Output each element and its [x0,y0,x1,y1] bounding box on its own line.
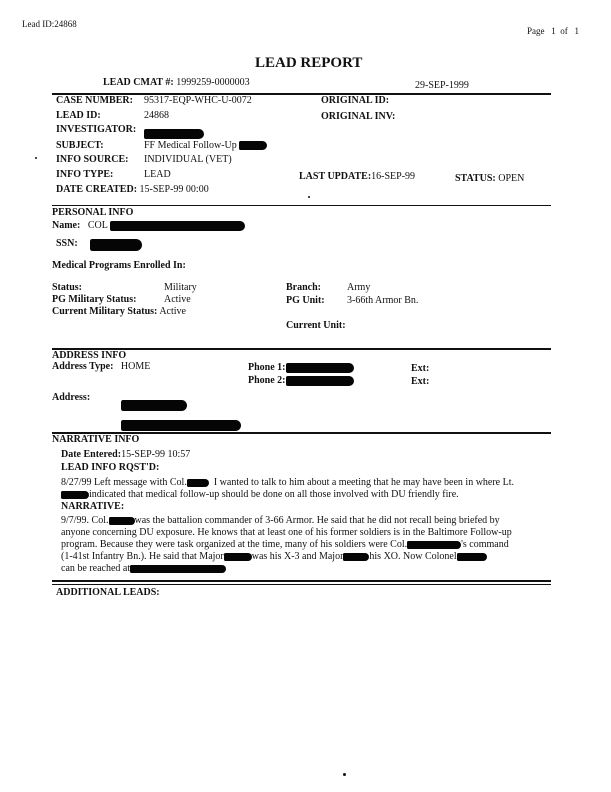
narrative-text-1b: was the battalion commander of 3-66 Armor. He said that he did not recall being briefed by [134,515,500,526]
current-military-status-label: Current Military Status: [52,306,158,317]
speck [308,196,310,198]
narrative-heading: NARRATIVE INFO [52,434,140,445]
page-title: LEAD REPORT [255,55,363,71]
last-update-value: 16-SEP-99 [371,171,416,182]
narrative-text-3a: program. Because they were task organized at the time, many of his soldiers were Col. [61,539,408,550]
phone1-redaction [286,363,354,373]
status-mil-value: Military [164,282,197,293]
address-type [52,361,150,372]
header-lead-id: Lead ID:24868 [22,19,77,29]
info-source-value: INDIVIDUAL (VET) [144,154,232,165]
redaction [130,565,226,573]
last-update-label: LAST UPDATE: [299,171,372,182]
subject-redaction [239,141,267,150]
current-military-status-value: Active [159,306,186,317]
narrative-label: NARRATIVE: [61,501,125,512]
lead-id-value: 24868 [144,110,169,121]
page-indicator [527,26,579,36]
address-redaction-1 [121,396,187,414]
page-of: of [560,26,568,36]
current-military-status [52,306,186,317]
branch-label: Branch: [286,282,321,293]
narrative-line-3 [61,539,509,552]
date-created-value: 15-SEP-99 00:00 [139,184,209,195]
redaction [61,491,89,499]
ssn-label: SSN: [56,238,78,249]
date-created-label: DATE CREATED: [56,184,138,195]
medical-programs-label: Medical Programs Enrolled In: [52,260,186,271]
lead-info-rqst-label: LEAD INFO RQST'D: [61,462,160,473]
info-type-label: INFO TYPE: [56,169,114,180]
status-label: STATUS: [455,173,496,184]
divider-address [52,348,551,350]
case-number-value: 95317-EQP-WHC-U-0072 [144,95,252,106]
status-mil-label: Status: [52,282,83,293]
additional-leads-heading: ADDITIONAL LEADS: [56,587,160,598]
address-type-value: HOME [120,361,151,372]
narrative-line-4 [61,551,487,564]
lead-id-label: LEAD ID: [56,110,101,121]
status-field [455,173,524,184]
pg-military-status-value: Active [164,294,191,305]
divider-personal [52,205,551,206]
ssn-redaction [90,236,142,254]
rqst-line-2 [61,489,459,502]
date-entered-label: Date Entered: [61,449,122,460]
address-label: Address: [52,392,91,403]
rqst-text-2: indicated that medical follow-up should be done on all those involved with DU friendly fire. [89,489,459,500]
case-number-label: CASE NUMBER: [56,95,133,106]
speck [35,157,37,159]
date-entered-value: 15-SEP-99 10:57 [121,449,191,460]
address-type-label: Address Type: [52,361,114,372]
branch-value: Army [347,282,371,293]
rqst-text-1b: I wanted to talk to him about a meeting that he may have been in where Lt. [213,477,515,488]
speck [343,773,346,776]
current-unit-label: Current Unit: [286,320,346,331]
rqst-text-1a: 8/27/99 Left message with Col. [61,477,187,488]
date-entered [61,449,190,460]
page-current: 1 [551,26,556,36]
original-inv-label: ORIGINAL INV: [321,111,396,122]
phone2-ext-label: Ext: [411,376,430,387]
phone1-ext-label: Ext: [411,363,430,374]
narrative-text-4c: his XO. Now Colonel [369,551,457,562]
redaction [343,553,369,561]
redaction [109,517,135,525]
redaction [187,479,209,487]
info-source-label: INFO SOURCE: [56,154,129,165]
cmat-date: 29-SEP-1999 [415,80,469,91]
phone2-redaction [286,376,354,386]
subject-value: FF Medical Follow-Up [144,140,237,151]
status-value: OPEN [498,173,525,184]
phone2-label: Phone 2: [248,375,286,386]
phone1-label: Phone 1: [248,362,286,373]
redaction [457,553,487,561]
narrative-text-4a: (1-41st Infantry Bn.). He said that Major [61,551,224,562]
pg-unit-label: PG Unit: [286,295,325,306]
narrative-line-2: anyone concerning DU exposure. He knows that at least one of his former soldiers is in the Baltimore Follow-up [61,527,512,538]
original-id-label: ORIGINAL ID: [321,95,390,106]
last-update [299,171,415,182]
divider-additional-1 [52,580,551,582]
narrative-text-1a: 9/7/99. Col. [61,515,109,526]
date-created [56,184,209,195]
cmat-line [103,77,250,88]
cmat-value: 1999259-0000003 [176,77,250,88]
info-type-value: LEAD [144,169,171,180]
pg-military-status-label: PG Military Status: [52,294,137,305]
pg-unit-value: 3-66th Armor Bn. [347,295,419,306]
address-heading: ADDRESS INFO [52,350,127,361]
phone2-row [248,375,354,386]
name-row [52,220,245,231]
narrative-text-4b: was his X-3 and Major [251,551,344,562]
divider-additional-2 [52,584,551,585]
page-total: 1 [574,26,579,36]
subject-label: SUBJECT: [56,140,104,151]
page-label: Page [527,26,545,36]
narrative-text-5: can be reached at [61,563,131,574]
name-redaction [110,221,245,231]
phone1-row [248,362,354,373]
subject-value-row [144,140,267,151]
investigator-label: INVESTIGATOR: [56,124,137,135]
narrative-line-1 [61,515,500,528]
name-value: COL [87,220,108,231]
cmat-label: LEAD CMAT #: [103,77,174,88]
redaction [407,541,461,549]
redaction [224,553,252,561]
narrative-text-3b: 's command [461,539,509,550]
name-label: Name: [52,220,81,231]
personal-heading: PERSONAL INFO [52,207,134,218]
narrative-line-5 [61,563,226,576]
rqst-line-1 [61,477,514,490]
